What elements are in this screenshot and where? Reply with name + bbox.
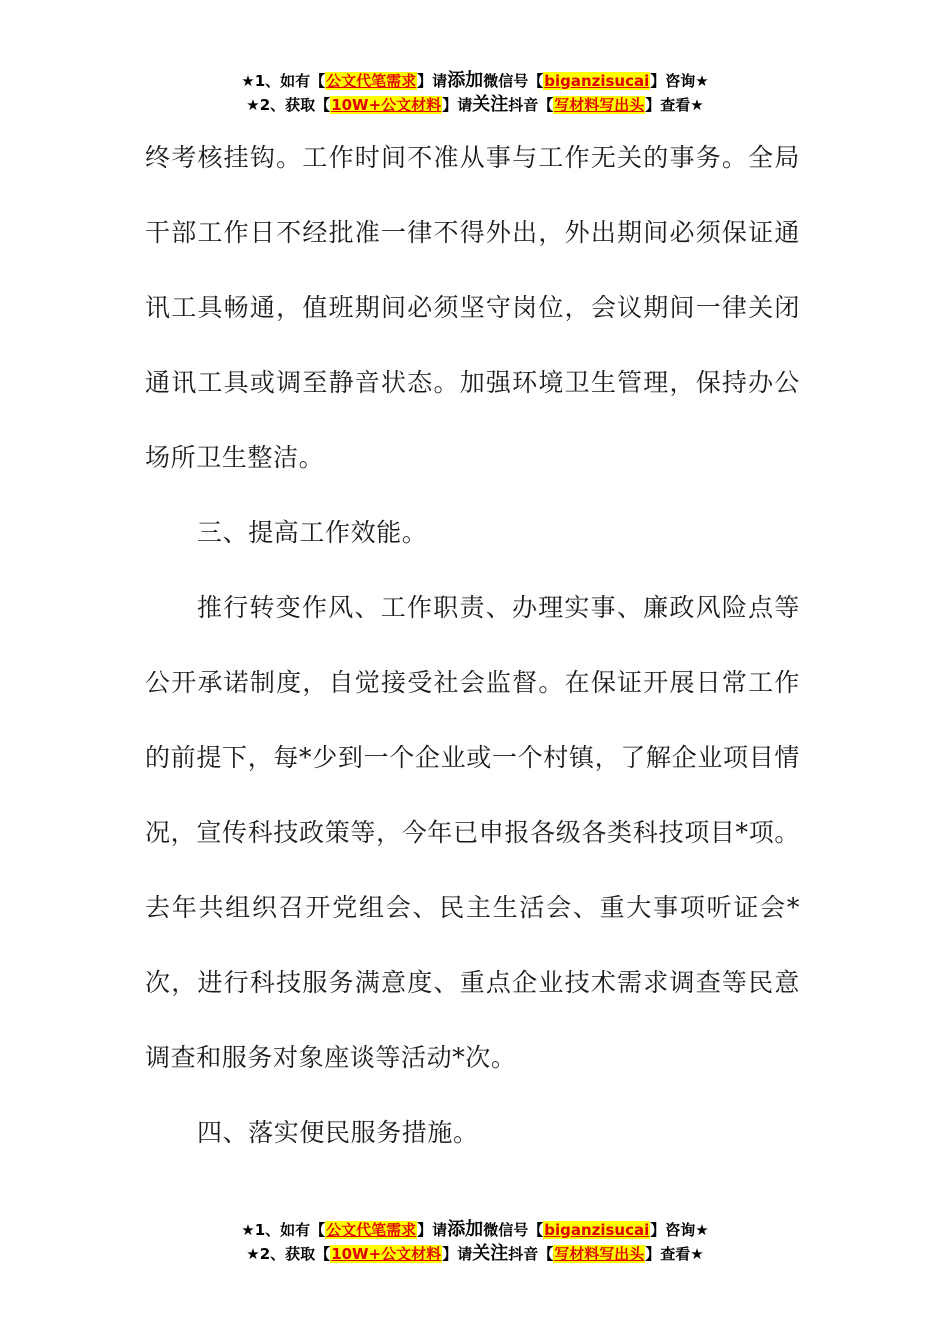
banner-wechat-id: biganzisucai: [544, 72, 650, 90]
banner-highlight: 10W+公文材料: [331, 96, 442, 114]
banner-highlight: 公文代笔需求: [326, 72, 417, 90]
section-heading: 四、落实便民服务措施。: [197, 1118, 479, 1147]
banner-highlight: 公文代笔需求: [326, 1221, 417, 1239]
banner-line-2: ★2、获取【10W+公文材料】请关注抖音【写材料写出头】查看★: [246, 94, 704, 115]
banner-line-2: ★2、获取【10W+公文材料】请关注抖音【写材料写出头】查看★: [246, 1243, 704, 1264]
banner-douyin-name: 写材料写出头: [554, 96, 645, 114]
section-heading: 三、提高工作效能。: [197, 518, 428, 547]
banner-wechat-id: biganzisucai: [544, 1221, 650, 1239]
banner-line-1: ★1、如有【公文代笔需求】请添加微信号【biganzisucai】咨询★: [241, 1219, 709, 1240]
document-body: [145, 120, 800, 1170]
banner-douyin-name: 写材料写出头: [554, 1245, 645, 1263]
footer-banner: [0, 1218, 950, 1266]
banner-highlight: 10W+公文材料: [331, 1245, 442, 1263]
paragraph: 终考核挂钩。工作时间不准从事与工作无关的事务。全局干部工作日不经批准一律不得外出，外出期间必须保证通讯工具畅通，值班期间必须坚守岗位，会议期间一律关闭通讯工具或调至静音状态。加强环境卫生管理，保持办公场所卫生整洁。: [145, 143, 800, 472]
banner-line-1: ★1、如有【公文代笔需求】请添加微信号【biganzisucai】咨询★: [241, 70, 709, 91]
paragraph: 推行转变作风、工作职责、办理实事、廉政风险点等公开承诺制度，自觉接受社会监督。在保证开展日常工作的前提下，每*少到一个企业或一个村镇，了解企业项目情况，宣传科技政策等，今年已申报各级各类科技项目*项。去年共组织召开党组会、民主生活会、重大事项听证会*次，进行科技服务满意度、重点企业技术需求调查等民意调查和服务对象座谈等活动*次。: [145, 593, 800, 1072]
header-banner: [0, 69, 950, 117]
